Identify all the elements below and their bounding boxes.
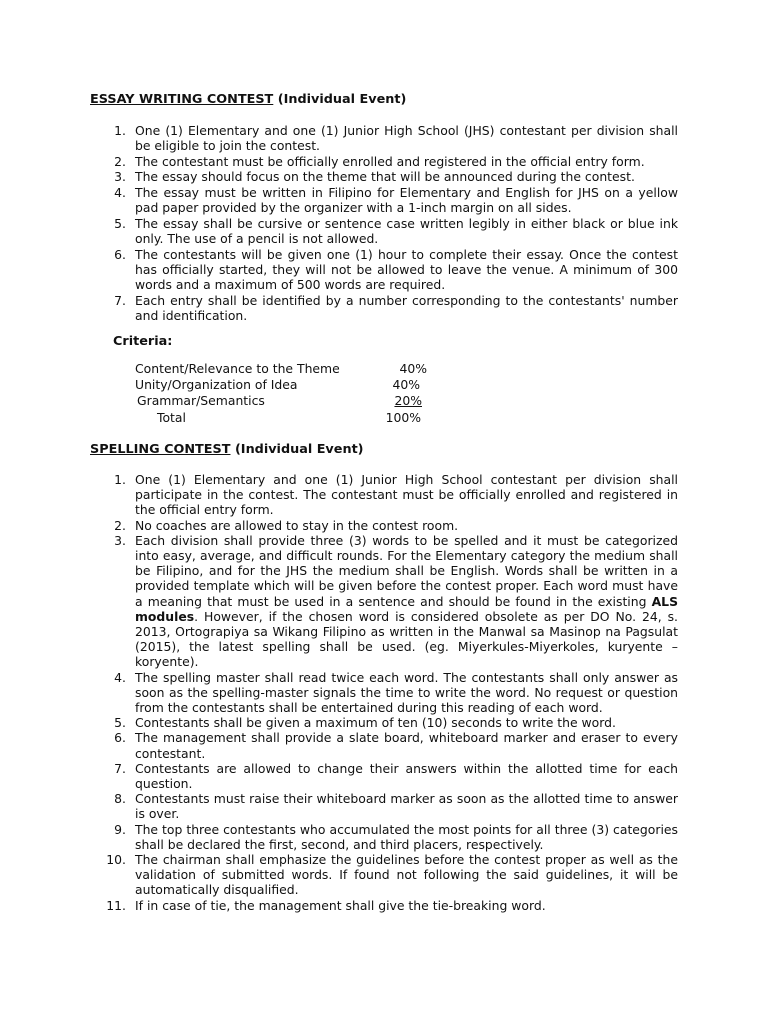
item-text: The management shall provide a slate board, whiteboard marker and eraser to every contestant. [135,730,678,761]
item-number: 1. [114,123,126,138]
item-text: The contestant must be officially enrolled and registered in the official entry form. [135,153,645,169]
item-number: 8. [114,791,126,807]
item-number: 11. [106,897,126,913]
criteria-value: 100% [385,410,421,425]
item-number: 5. [114,715,126,731]
list-item [90,852,678,898]
item-number: 3. [114,169,126,185]
spelling-rules-list [90,472,678,913]
list-item [90,154,678,169]
item-number: 4. [114,669,126,685]
item-text: Contestants are allowed to change their answers within the allotted time for each question. [135,760,678,792]
item-number: 6. [114,246,126,262]
bold-term: ALS modules [135,593,678,624]
item-text-part: Each division shall provide three (3) words to be spelled and it must be categorized into easy, average, and difficult rounds. For the Elementary category the medium shall be Filipino, and for the JHS the medium shall be English. Words shall be written in a provided template which will be given before the contest proper. Each word must have a meaning that must be used in a sentence and should be found in the existing [135,532,678,609]
item-text: Each entry shall be identified by a number corresponding to the contestants' number and identification. [135,292,678,323]
item-text: Contestants must raise their whiteboard marker as soon as the allotted time to answer is over. [135,791,678,822]
item-text: The chairman shall emphasize the guidelines before the contest proper as well as the validation of submitted words. If found not following the said guidelines, it will be automatically disqualified. [135,852,678,898]
item-text: No coaches are allowed to stay in the contest room. [135,517,459,533]
item-text-part: . However, if the chosen word is considered obsolete as per DO No. 24, s. 2013, Ortograpiya sa Wikang Filipino as written in the Manwal sa Masinop na Pagsulat (2015), the latest spelling shall be used. (eg. Miyerkules-Miyerkoles, kuryente – koryente). [135,608,678,670]
criteria-label: Grammar/Semantics [137,393,265,408]
criteria-row [135,377,420,392]
item-number: 6. [114,730,126,746]
item-text: The essay should focus on the theme that will be announced during the contest. [135,169,635,185]
item-number: 10. [106,852,126,868]
item-text: One (1) Elementary and one (1) Junior High School contestant per division shall participate in the contest. The contestant must be officially enrolled and registered in the official entry form. [135,472,678,518]
essay-title: ESSAY WRITING CONTEST [90,92,274,107]
list-item [90,518,678,533]
item-text [135,533,678,670]
item-text: One (1) Elementary and one (1) Junior High School (JHS) contestant per division shall be eligible to join the contest. [135,123,678,154]
criteria-title: Criteria: [113,334,173,349]
criteria-value: 40% [392,377,420,392]
item-number: 3. [114,532,126,548]
list-item [90,533,678,670]
essay-rules-list [90,123,678,323]
list-item [90,293,678,323]
criteria-label: Total [157,410,186,425]
item-number: 2. [114,517,126,533]
list-item [90,730,678,760]
item-number: 9. [114,821,126,837]
essay-section-heading [90,92,406,107]
item-text: Contestants shall be given a maximum of ten (10) seconds to write the word. [135,715,616,731]
list-item [90,761,678,791]
criteria-total-row [157,410,421,425]
criteria-value: 40% [399,361,427,376]
list-item [90,185,678,215]
criteria-value: 20% [394,393,422,408]
criteria-row [135,361,427,376]
item-text: The spelling master shall read twice each word. The contestants shall only answer as soon as the spelling-master signals the time to write the word. No request or question from the contestants shall be entertained during this reading of each word. [135,669,678,716]
spelling-title: SPELLING CONTEST [90,442,231,457]
list-item [90,670,678,716]
item-text: The top three contestants who accumulated the most points for all three (3) categories shall be declared the first, second, and third placers, respectively. [135,821,678,852]
list-item [90,216,678,246]
item-text: The contestants will be given one (1) hour to complete their essay. Once the contest has officially started, they will not be allowed to leave the venue. A minimum of 300 words and a maximum of 500 words are required. [135,246,678,292]
item-number: 2. [114,153,126,169]
item-text: The essay shall be cursive or sentence case written legibly in either black or blue ink only. The use of a pencil is not allowed. [135,215,678,246]
item-number: 7. [114,760,126,776]
criteria-row [137,393,422,408]
list-item [90,715,678,730]
list-item [90,247,678,293]
list-item [90,822,678,852]
list-item [90,898,678,913]
criteria-label: Unity/Organization of Idea [135,377,298,392]
essay-subtitle: (Individual Event) [277,92,407,107]
item-text: The essay must be written in Filipino for Elementary and English for JHS on a yellow pad paper provided by the organizer with a 1-inch margin on all sides. [135,184,678,216]
list-item [90,791,678,821]
item-number: 5. [114,215,126,231]
item-number: 1. [114,472,126,487]
item-text: If in case of tie, the management shall give the tie-breaking word. [135,897,546,913]
list-item [90,169,678,184]
item-number: 4. [114,184,126,200]
list-item [90,123,678,153]
list-item [90,472,678,518]
item-number: 7. [114,292,126,308]
spelling-section-heading [90,442,364,457]
spelling-subtitle: (Individual Event) [234,442,364,457]
criteria-label: Content/Relevance to the Theme [135,361,340,376]
